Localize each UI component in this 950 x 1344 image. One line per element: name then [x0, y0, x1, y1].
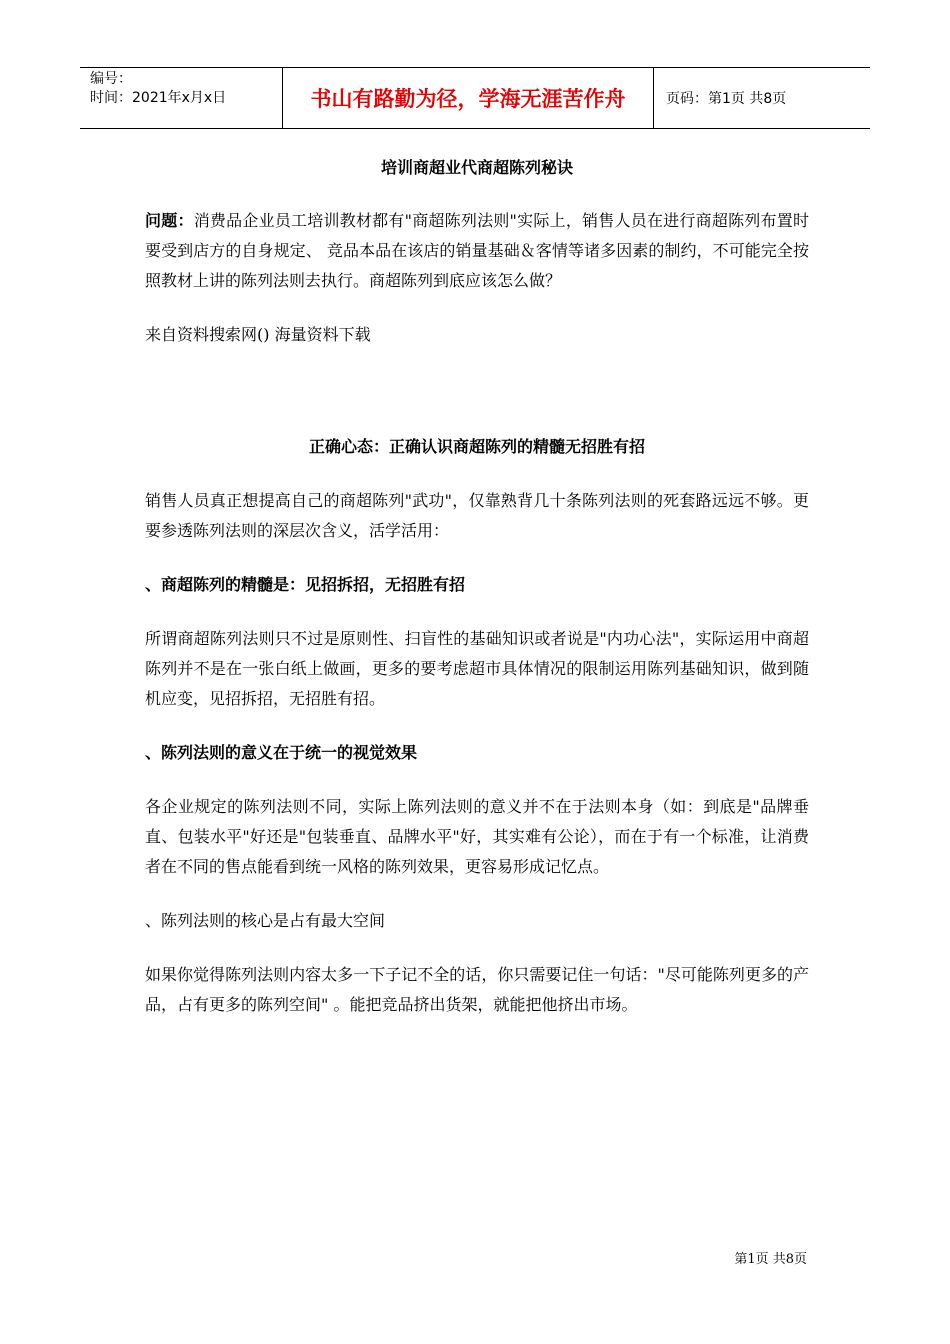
- page-footer: 第1页 共8页: [734, 1252, 807, 1267]
- point1-paragraph: 所谓商超陈列法则只不过是原则性、扫盲性的基础知识或者说是"内功心法"，实际运用中商超陈列并不是在一张白纸上做画，更多的要考虑超市具体情况的限制运用陈列基础知识，做到随机应变，见招拆招，无招胜有招。: [145, 629, 809, 708]
- header-page-info: 页码：第1页 共8页: [666, 91, 787, 107]
- source-line: 来自资料搜索网() 海量资料下载: [145, 325, 371, 344]
- section-title: 正确心态：正确认识商超陈列的精髓无招胜有招: [308, 437, 645, 456]
- document-time-label: 时间：2021年x月x日: [90, 90, 227, 106]
- point1-title: 、商超陈列的精髓是：见招拆招，无招胜有招: [145, 575, 466, 594]
- point3-paragraph: 如果你觉得陈列法则内容太多一下子记不全的话，你只需要记住一句话："尽可能陈列更多的产品，占有更多的陈列空间" 。能把竞品挤出货架，就能把他挤出市场。: [145, 965, 809, 1014]
- point3-title: 、陈列法则的核心是占有最大空间: [145, 911, 386, 930]
- point2-title: 、陈列法则的意义在于统一的视觉效果: [145, 743, 418, 762]
- header-meta: [80, 68, 282, 128]
- document-number-label: 编号：: [90, 71, 132, 87]
- header-motto: 书山有路勤为径，学海无涯苦作舟: [282, 68, 654, 128]
- question-paragraph: [145, 206, 809, 296]
- question-label: 问题：: [145, 211, 194, 230]
- intro-paragraph: 销售人员真正想提高自己的商超陈列"武功"，仅靠熟背几十条陈列法则的死套路远远不够。更要参透陈列法则的深层次含义，活学活用：: [145, 491, 809, 540]
- page-header: [80, 67, 870, 129]
- point2-paragraph: 各企业规定的陈列法则不同，实际上陈列法则的意义并不在于法则本身（如：到底是"品牌垂直、包装水平"好还是"包装垂直、品牌水平"好，其实难有公论），而在于有一个标准，让消费者在不同的售点能看到统一风格的陈列效果，更容易形成记忆点。: [145, 797, 809, 876]
- document-body: [145, 148, 809, 1020]
- document-title: 培训商超业代商超陈列秘诀: [380, 158, 573, 177]
- question-text: 消费品企业员工培训教材都有"商超陈列法则"实际上，销售人员在进行商超陈列布置时要受到店方的自身规定、 竞品本品在该店的销量基础＆客情等诸多因素的制约，不可能完全按照教材上讲的陈列法则去执行。商超陈列到底应该怎么做？: [145, 211, 809, 290]
